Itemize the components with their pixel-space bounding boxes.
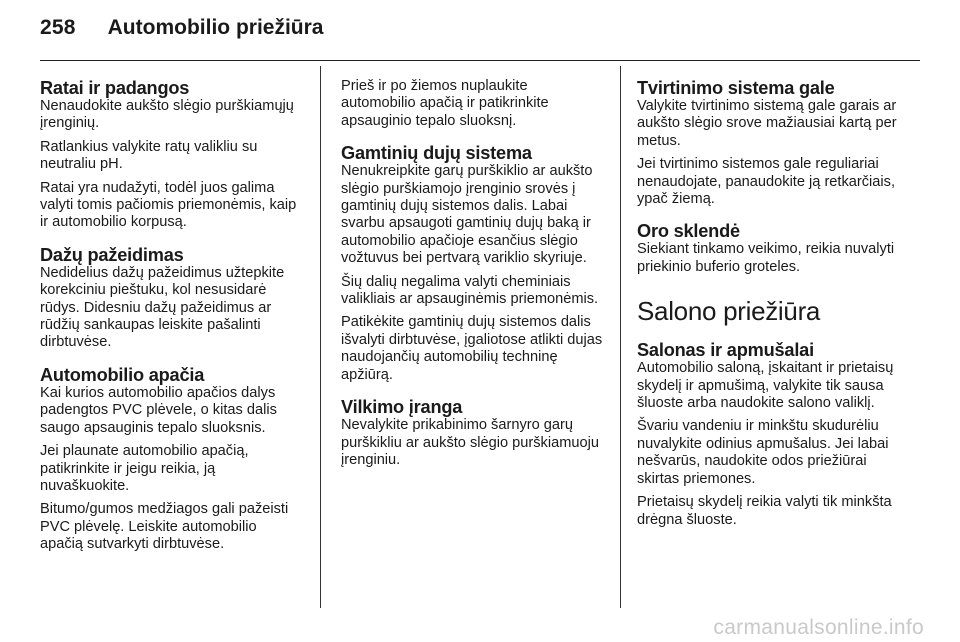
column-divider-1 [320,66,321,608]
text-section [341,78,603,130]
text-section [341,143,603,384]
watermark: carmanualsonline.info [713,616,924,639]
paragraph: Bitumo/gumos medžiagos gali pažeisti PVC plėvelę. Leiskite automobilio apačią sutvarkyti dirbtuvėse. [40,501,289,553]
paragraph: Švariu vandeniu ir minkštu skudurėliu nuvalykite odinius apmušalus. Jei labai nešvarūs, naudokite odos priežiūrai skirtas priemones. [637,418,889,487]
subsection-heading: Vilkimo įranga [341,397,463,418]
paragraph: Nevalykite prikabinimo šarnyro garų purškikliu ar aukšto slėgio purškiamuoju įrenginiu. [341,417,599,468]
text-section [637,78,903,208]
paragraph: Šių dalių negalima valyti cheminiais valikliais ar apsauginėmis priemonėmis. [341,273,599,308]
column-divider-2 [620,66,621,608]
text-section [40,365,302,554]
paragraph: Nenukreipkite garų purškiklio ar aukšto slėgio purškiamojo įrenginio srovės į gamtinių dujų sistemos dalis. Labai svarbu apsaugoti gamtinių dujų baką ir automobilio apačioje esančius slėgio vožtuvus bei pertvarą variklio skyriuje. [341,163,593,267]
column-1 [40,78,302,567]
text-section [637,221,903,276]
chapter-title: Automobilio priežiūra [107,16,324,39]
paragraph: Valykite tvirtinimo sistemą gale garais ar aukšto slėgio srove mažiausiai kartą per metus. [637,98,897,149]
subsection-heading: Automobilio apačia [40,364,205,385]
section-heading-interior-care: Salono priežiūra [637,296,821,327]
paragraph: Automobilio saloną, įskaitant ir prietaisų skydelį ir apmušimą, valykite tik sausa šluoste arba naudokite salono valiklį. [637,360,894,412]
paragraph: Kai kurios automobilio apačios dalys padengtos PVC plėvele, o kitas dalis saugo apsauginis tepalo sluoksnis. [40,384,277,436]
page-number: 258 [40,16,76,39]
paragraph: Patikėkite gamtinių dujų sistemos dalis išvalyti dirbtuvėse, įgaliotose atlikti dujas naudojančių automobilių techninę apžiūrą. [341,314,603,383]
column-3-bottom [637,340,903,529]
text-section [341,397,603,469]
subsection-heading: Oro sklendė [637,221,740,242]
column-2 [341,78,603,482]
paragraph: Nenaudokite aukšto slėgio purškiamųjų įrenginių. [40,98,294,132]
paragraph: Nedidelius dažų pažeidimus užtepkite korekciniu pieštuku, kol nesusidarė rūdys. Didesniu dažų pažeidimus ar rūdžių sankaupas leiskite pašalinti dirbtuvėse. [40,264,285,351]
paragraph: Prieš ir po žiemos nuplaukite automobilio apačią ir patikrinkite apsauginio tepalo sluoksnį. [341,78,549,129]
paragraph: Jei tvirtinimo sistemos gale reguliariai nenaudojate, panaudokite ją retkarčiais, ypač žiemą. [637,156,895,208]
paragraph: Jei plaunate automobilio apačią, patikrinkite ir jeigu reikia, ją nuvaškuokite. [40,443,249,494]
column-3 [637,78,903,542]
column-3-top [637,78,903,276]
paragraph: Siekiant tinkamo veikimo, reikia nuvalyti priekinio buferio groteles. [637,241,895,275]
paragraph: Ratai yra nudažyti, todėl juos galima valyti tomis pačiomis priemonėmis, kaip ir automobilio korpusą. [40,179,297,231]
subsection-heading: Tvirtinimo sistema gale [637,78,835,98]
header-rule [40,60,920,61]
paragraph: Prietaisų skydelį reikia valyti tik minkšta drėgna šluoste. [637,494,892,528]
text-section [40,78,302,232]
subsection-heading: Ratai ir padangos [40,78,190,98]
subsection-heading: Salonas ir apmušalai [637,340,814,361]
paragraph: Ratlankius valykite ratų valikliu su neutraliu pH. [40,138,258,173]
subsection-heading: Dažų pažeidimas [40,244,184,265]
text-section [40,245,302,352]
page-header [40,16,323,40]
subsection-heading: Gamtinių dujų sistema [341,143,532,164]
text-section [637,340,903,529]
